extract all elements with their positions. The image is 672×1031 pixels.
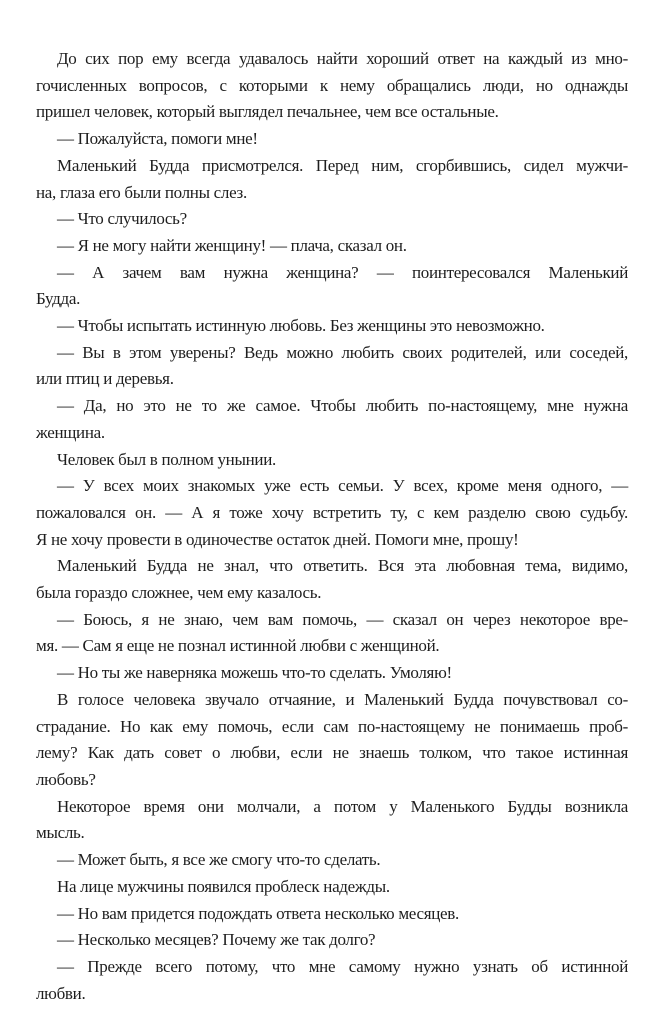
paragraph bbox=[36, 126, 628, 153]
paragraph bbox=[36, 901, 628, 928]
paragraph bbox=[36, 794, 628, 847]
paragraph bbox=[36, 260, 628, 313]
text-line: — Я не могу найти женщину! — плача, сказал он. bbox=[57, 235, 407, 255]
text-line: Некоторое время они молчали, а потом у Маленького Будды возникла bbox=[57, 796, 628, 816]
paragraph bbox=[36, 954, 628, 1007]
paragraph bbox=[36, 660, 628, 687]
text-line: или птиц и деревья. bbox=[36, 369, 174, 389]
text-line: Маленький Будда не знал, что ответить. Вся эта любовная тема, видимо, bbox=[57, 556, 628, 576]
paragraph bbox=[36, 927, 628, 954]
paragraph bbox=[36, 153, 628, 206]
text-line: В голосе человека звучало отчаяние, и Маленький Будда почувствовал со- bbox=[57, 689, 628, 709]
text-line: — А зачем вам нужна женщина? — поинтересовался Маленький bbox=[57, 262, 628, 282]
text-line: страдание. Но как ему помочь, если сам по-настоящему не понимаешь проб- bbox=[36, 716, 628, 736]
paragraph bbox=[36, 687, 628, 794]
text-line: пожаловался он. — А я тоже хочу встретить ту, с кем разделю свою судьбу. bbox=[36, 502, 628, 522]
text-line: гочисленных вопросов, с которыми к нему обращались люди, но однажды bbox=[36, 75, 628, 95]
text-line: — Может быть, я все же смогу что-то сделать. bbox=[57, 850, 381, 870]
paragraph bbox=[36, 473, 628, 553]
paragraph bbox=[36, 393, 628, 446]
text-line: лему? Как дать совет о любви, если не знаешь толком, что такое истинная bbox=[36, 743, 628, 763]
text-line: — Несколько месяцев? Почему же так долго? bbox=[57, 930, 376, 950]
text-line: До сих пор ему всегда удавалось найти хороший ответ на каждый из мно- bbox=[57, 49, 628, 68]
paragraph bbox=[36, 553, 628, 606]
paragraph bbox=[36, 233, 628, 260]
text-line: была гораздо сложнее, чем ему казалось. bbox=[36, 583, 322, 603]
text-block bbox=[36, 46, 628, 1007]
text-line: — У всех моих знакомых уже есть семьи. У всех, кроме меня одного, — bbox=[57, 476, 628, 496]
paragraph bbox=[36, 447, 628, 474]
paragraph bbox=[36, 206, 628, 233]
text-line: — Да, но это не то же самое. Чтобы любить по-настоящему, мне нужна bbox=[57, 396, 628, 416]
text-line: — Но вам придется подождать ответа несколько месяцев. bbox=[57, 903, 459, 923]
paragraph bbox=[36, 607, 628, 660]
text-line: — Что случилось? bbox=[57, 209, 187, 229]
text-line: — Но ты же наверняка можешь что-то сделать. Умоляю! bbox=[57, 663, 452, 683]
text-line: любви. bbox=[36, 983, 86, 1003]
text-line: — Прежде всего потому, что мне самому нужно узнать об истинной bbox=[57, 956, 628, 976]
text-line: Маленький Будда присмотрелся. Перед ним, сгорбившись, сидел мужчи- bbox=[57, 155, 628, 175]
text-line: — Чтобы испытать истинную любовь. Без женщины это невозможно. bbox=[57, 316, 545, 336]
text-line: — Пожалуйста, помоги мне! bbox=[57, 129, 258, 149]
paragraph bbox=[36, 313, 628, 340]
text-line: мя. — Сам я еще не познал истинной любви с женщиной. bbox=[36, 636, 440, 656]
text-line: на, глаза его были полны слез. bbox=[36, 182, 247, 202]
text-line: — Вы в этом уверены? Ведь можно любить своих родителей, или соседей, bbox=[57, 342, 628, 362]
text-line: Я не хочу провести в одиночестве остаток дней. Помоги мне, прошу! bbox=[36, 529, 519, 549]
text-line: Человек был в полном унынии. bbox=[57, 449, 276, 469]
text-line: мысль. bbox=[36, 823, 85, 843]
text-line: — Боюсь, я не знаю, чем вам помочь, — сказал он через некоторое вре- bbox=[57, 609, 628, 629]
text-line: Будда. bbox=[36, 289, 81, 309]
paragraph bbox=[36, 847, 628, 874]
text-line: женщина. bbox=[36, 422, 105, 442]
paragraph bbox=[36, 46, 628, 126]
paragraph bbox=[36, 340, 628, 393]
text-line: пришел человек, который выглядел печальнее, чем все остальные. bbox=[36, 102, 499, 122]
text-line: На лице мужчины появился проблеск надежды. bbox=[57, 876, 390, 896]
text-line: любовь? bbox=[36, 769, 96, 789]
paragraph bbox=[36, 874, 628, 901]
